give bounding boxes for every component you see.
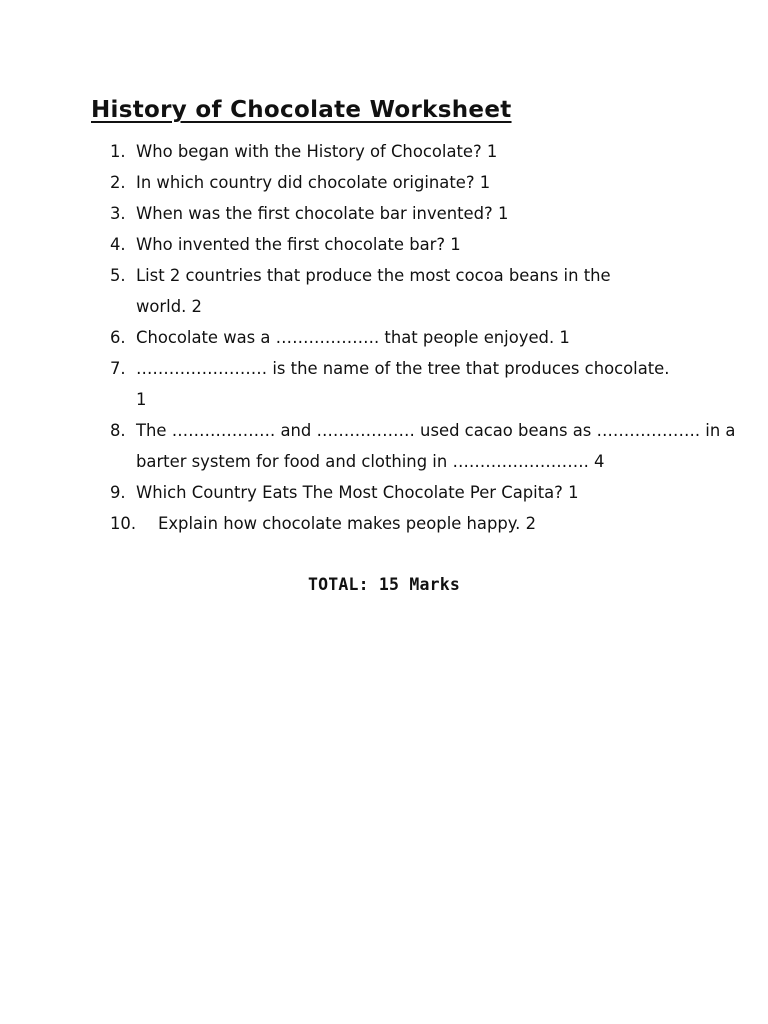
question-text: List 2 countries that produce the most cocoa beans in the bbox=[136, 266, 611, 285]
question-item bbox=[110, 167, 710, 198]
question-text: Who invented the first chocolate bar? 1 bbox=[136, 235, 461, 254]
question-number: 6. bbox=[110, 328, 126, 347]
question-item bbox=[110, 415, 736, 477]
question-list bbox=[110, 136, 736, 539]
question-number: 4. bbox=[110, 235, 126, 254]
question-text: Chocolate was a ………………. that people enjoyed. 1 bbox=[136, 328, 570, 347]
question-number: 5. bbox=[110, 266, 126, 285]
question-item bbox=[110, 322, 710, 353]
question-item bbox=[110, 136, 710, 167]
question-text-continued: world. 2 bbox=[136, 297, 202, 316]
question-text-continued: barter system for food and clothing in ……………………. 4 bbox=[136, 452, 605, 471]
question-item bbox=[110, 477, 710, 508]
question-text: In which country did chocolate originate? 1 bbox=[136, 173, 491, 192]
question-item bbox=[110, 198, 710, 229]
question-text: The ………………. and ……………… used cacao beans as ………………. in a bbox=[136, 421, 736, 440]
question-item bbox=[110, 229, 710, 260]
question-item bbox=[110, 260, 710, 322]
question-number: 9. bbox=[110, 483, 126, 502]
question-text: When was the first chocolate bar invented? 1 bbox=[136, 204, 509, 223]
question-text: Who began with the History of Chocolate? 1 bbox=[136, 142, 498, 161]
question-number: 1. bbox=[110, 142, 126, 161]
worksheet-title: History of Chocolate Worksheet bbox=[91, 97, 512, 123]
question-number: 10. bbox=[110, 514, 137, 533]
question-number: 7. bbox=[110, 359, 126, 378]
question-text-continued: 1 bbox=[136, 390, 147, 409]
question-number: 8. bbox=[110, 421, 126, 440]
question-text: Which Country Eats The Most Chocolate Per Capita? 1 bbox=[136, 483, 579, 502]
question-number: 3. bbox=[110, 204, 126, 223]
question-item bbox=[110, 353, 710, 415]
question-text: …………………… is the name of the tree that produces chocolate. bbox=[136, 359, 670, 378]
question-item bbox=[110, 508, 710, 539]
question-number: 2. bbox=[110, 173, 126, 192]
question-text: Explain how chocolate makes people happy. 2 bbox=[158, 514, 536, 533]
total-marks: TOTAL: 15 Marks bbox=[307, 575, 460, 594]
